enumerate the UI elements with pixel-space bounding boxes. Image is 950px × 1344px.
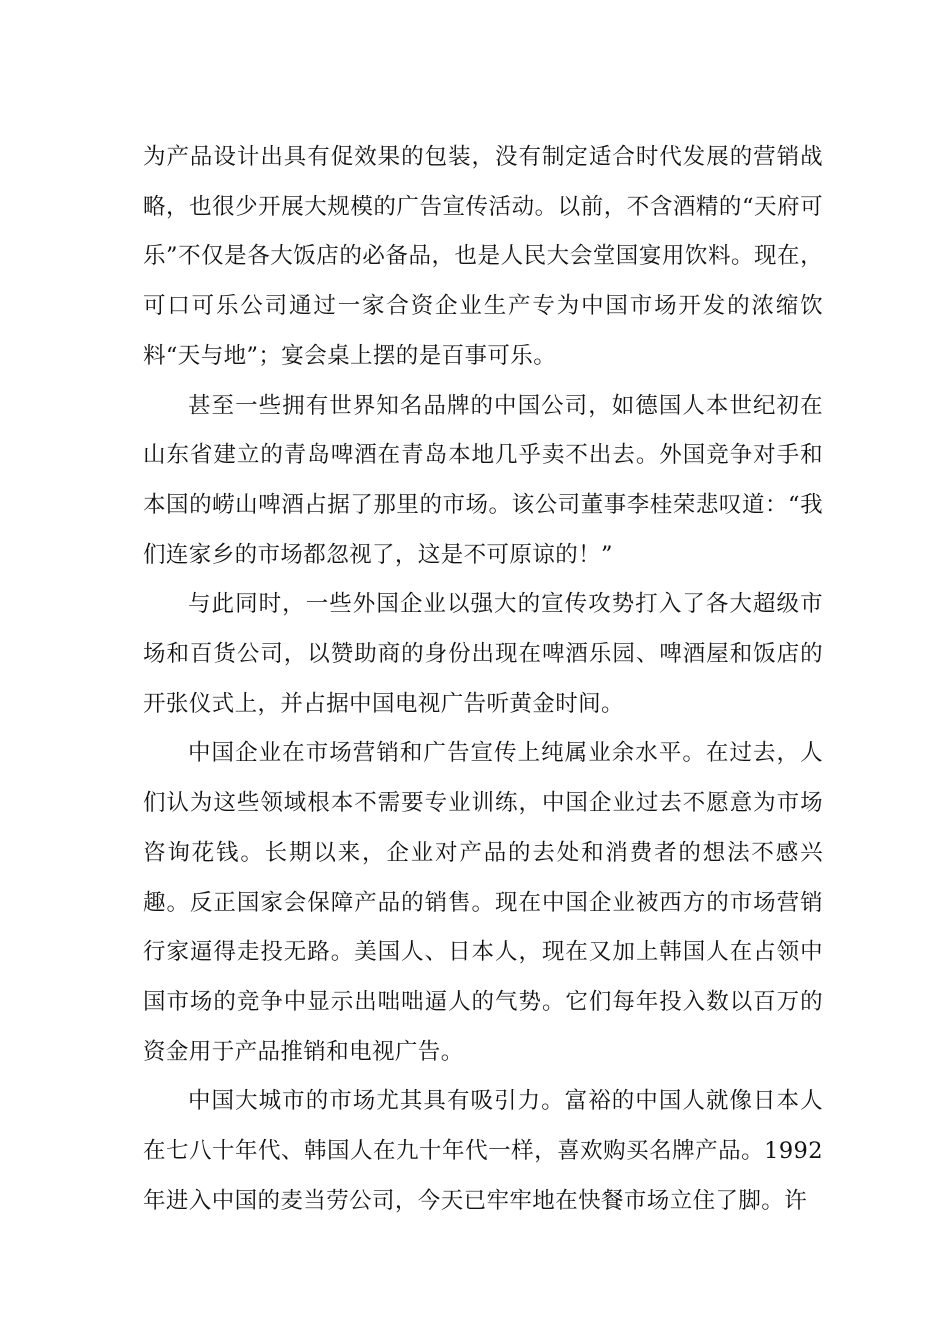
paragraph-2: 甚至一些拥有世界知名品牌的中国公司，如德国人本世纪初在山东省建立的青岛啤酒在青岛本地几乎卖不出去。外国竞争对手和本国的崂山啤酒占据了那里的市场。该公司董事李桂荣悲叹道：“我们连家乡的市场都忽视了，这是不可原谅的！”	[143, 392, 823, 568]
paragraph-1: 为产品设计出具有促效果的包装，没有制定适合时代发展的营销战略，也很少开展大规模的广告宣传活动。以前，不含酒精的“天府可乐”不仅是各大饭店的必备品，也是人民大会堂国宴用饮料。现在，可口可乐公司通过一家合资企业生产专为中国市场开发的浓缩饮料“天与地”；宴会桌上摆的是百事可乐。	[143, 144, 823, 369]
paragraph-3: 与此同时，一些外国企业以强大的宣传攻势打入了各大超级市场和百货公司，以赞助商的身份出现在啤酒乐园、啤酒屋和饭店的开张仪式上，并占据中国电视广告听黄金时间。	[143, 591, 823, 717]
paragraph-4: 中国企业在市场营销和广告宣传上纯属业余水平。在过去，人们认为这些领域根本不需要专业训练，中国企业过去不愿意为市场咨询花钱。长期以来，企业对产品的去处和消费者的想法不感兴趣。反正国家会保障产品的销售。现在中国企业被西方的市场营销行家逼得走投无路。美国人、日本人，现在又加上韩国人在占领中国市场的竞争中显示出咄咄逼人的气势。它们每年投入数以百万的资金用于产品推销和电视广告。	[143, 740, 823, 1065]
body-text	[143, 133, 823, 1226]
paragraph-5: 中国大城市的市场尤其具有吸引力。富裕的中国人就像日本人在七八十年代、韩国人在九十年代一样，喜欢购买名牌产品。1992年进入中国的麦当劳公司，今天已牢牢地在快餐市场立住了脚。许	[143, 1088, 823, 1214]
